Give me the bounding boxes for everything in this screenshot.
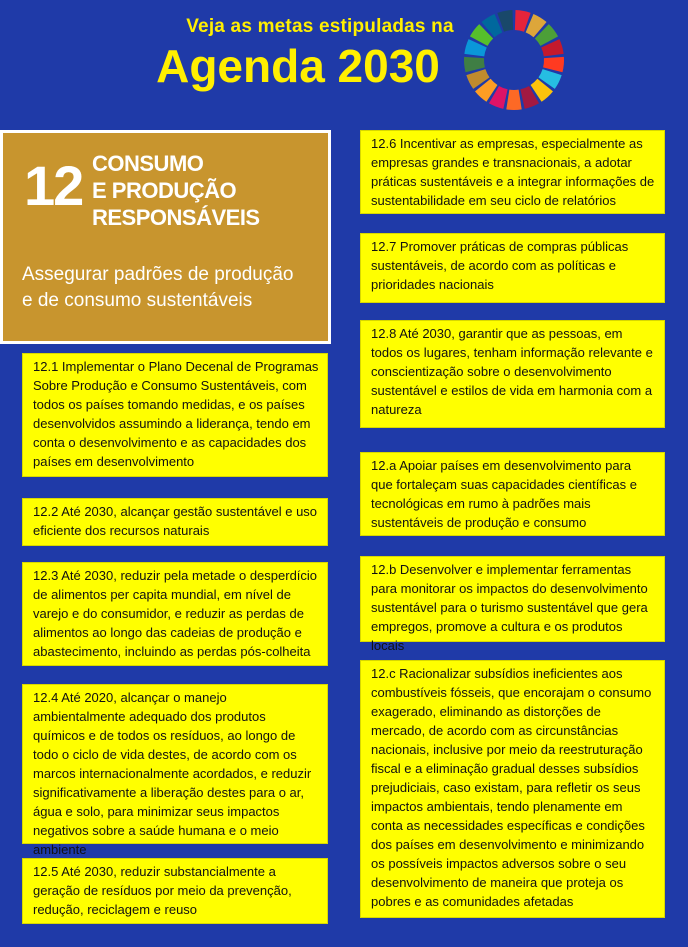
target-box-12-c: 12.c Racionalizar subsídios ineficientes aos combustíveis fósseis, que encorajam o consumo exagerado, eliminando as distorções de mercado, de acordo com as circunstâncias nacionais, inclusive por meio da reestruturação fiscal e a eliminação gradual desses subsídios prejudiciais, caso existam, para refletir os seus impactos ambientais, tendo plenamente em conta as necessidades específicas e condições dos países em desenvolvimento e minimizando os possíveis impactos adversos sobre o seu desenvolvimento de maneira que proteja os pobres e as comunidades afetadas: [360, 660, 665, 918]
sdg-wheel-segment: [464, 57, 485, 72]
goal-description-line: Assegurar padrões de produção: [22, 264, 294, 285]
target-box-12-6: 12.6 Incentivar as empresas, especialmente as empresas grandes e transnacionais, a adotar práticas sustentáveis e a integrar informações de sustentabilidade em seu ciclo de relatórios: [360, 130, 665, 214]
goal-name-line: CONSUMO: [92, 151, 204, 176]
goal-description-line: e de consumo sustentáveis: [22, 290, 253, 311]
goal-description: [22, 262, 322, 314]
target-box-12-5: 12.5 Até 2030, reduzir substancialmente a geração de resíduos por meio da prevenção, redução, reciclagem e reuso: [22, 858, 328, 924]
goal-name-line: E PRODUÇÃO: [92, 178, 237, 203]
target-box-12-4: 12.4 Até 2020, alcançar o manejo ambientalmente adequado dos produtos químicos e de todos os resíduos, ao longo de todo o ciclo de vida destes, de acordo com os marcos internacionalmente acordados, e reduzir significativamente a liberação destes para o ar, água e solo, para minimizar seus impactos negativos sobre a saúde humana e o meio ambiente: [22, 684, 328, 844]
target-box-12-b: 12.b Desenvolver e implementar ferramentas para monitorar os impactos do desenvolvimento sustentável para o turismo sustentável que gera empregos, promove a cultura e os produtos locais: [360, 556, 665, 642]
sdg-wheel-icon: [462, 8, 566, 112]
target-box-12-8: 12.8 Até 2030, garantir que as pessoas, em todos os lugares, tenham informação relevante e conscientização sobre o desenvolvimento sustentável e estilos de vida em harmonia com a natureza: [360, 320, 665, 428]
header-subtitle: Veja as metas estipuladas na: [186, 16, 454, 37]
target-box-12-7: 12.7 Promover práticas de compras públicas sustentáveis, de acordo com as políticas e prioridades nacionais: [360, 233, 665, 303]
goal-name-line: RESPONSÁVEIS: [92, 205, 260, 230]
sdg-wheel-segment: [543, 57, 564, 72]
target-box-12-1: 12.1 Implementar o Plano Decenal de Programas Sobre Produção e Consumo Sustentáveis, com todos os países tomando medidas, e os países desenvolvidos assumindo a liderança, tendo em conta o desenvolvimento e as capacidades dos países em desenvolvimento: [22, 353, 328, 477]
goal-card: [0, 130, 331, 344]
sdg-wheel-segment: [506, 90, 521, 110]
target-box-12-2: 12.2 Até 2030, alcançar gestão sustentável e uso eficiente dos recursos naturais: [22, 498, 328, 546]
target-box-12-a: 12.a Apoiar países em desenvolvimento para que fortaleçam suas capacidades científicas e tecnológicas em rumo à padrões mais sustentáveis de produção e consumo: [360, 452, 665, 536]
goal-number: 12: [24, 154, 83, 217]
header-title: Agenda 2030: [156, 40, 440, 92]
target-box-12-3: 12.3 Até 2030, reduzir pela metade o desperdício de alimentos per capita mundial, em nível de varejo e do consumidor, e reduzir as perdas de alimentos ao longo das cadeias de produção e abastecimento, incluindo as perdas pós-colheita: [22, 562, 328, 666]
goal-name: [92, 150, 312, 231]
